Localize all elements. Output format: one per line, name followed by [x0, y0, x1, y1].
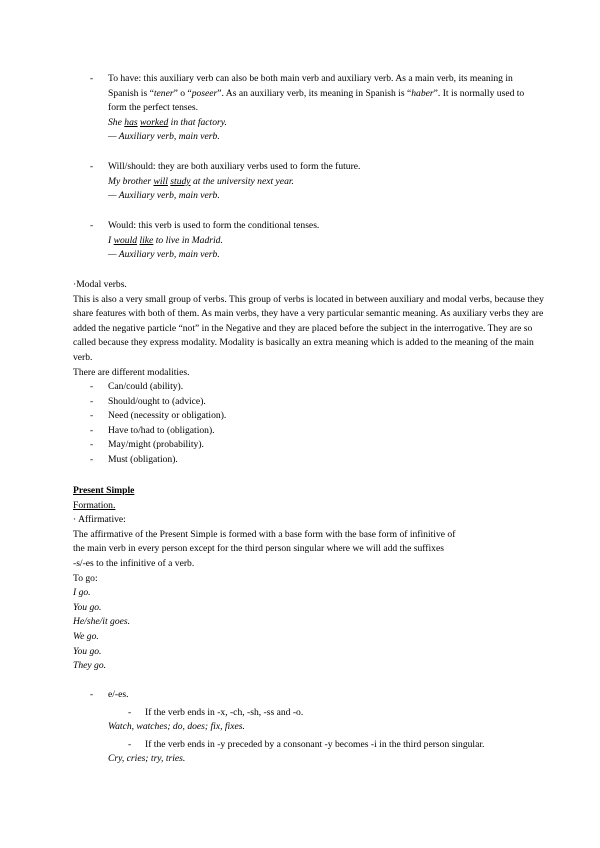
sub-list-item: - If the verb ends in -x, -ch, -sh, -ss and -o. — [128, 706, 304, 718]
conjugation-line: He/she/it goes. — [73, 616, 131, 628]
section-heading: ·Modal verbs. — [73, 279, 127, 290]
list-item: - May/might (probability). — [90, 439, 204, 451]
list-item-text: Will/should: they are both auxiliary verbs used to form the future. — [108, 161, 361, 172]
modal-paragraph: This is also a very small group of verbs. This group of verbs is located in between auxiliary and modal verbs, because they share features with both of them. As main verbs, they have a very particular semantic meaning. As auxiliary verbs they are added the negative particle “not” in the Negative and they are placed before the subject in the interrogative. They are so called because they express modality. Modality is basically an extra meaning which is added to the meaning of the main verb. — [73, 293, 544, 363]
examples-line: Cry, cries; try, tries. — [108, 753, 186, 765]
conjugation-line: You go. — [73, 645, 102, 657]
list-dash: - — [90, 220, 94, 231]
to-go-label: To go: — [73, 572, 98, 584]
list-dash: - — [90, 161, 94, 172]
suffix-list — [0, 688, 540, 767]
subsection-affirmative: · Affirmative: — [73, 514, 126, 526]
sub-list-item: - If the verb ends in -y preceded by a consonant -y becomes -i in the third person singular. — [128, 738, 485, 750]
list-dash: - — [90, 73, 94, 84]
modal-intro: There are different modalities. — [73, 366, 190, 378]
formation-paragraph-line: The affirmative of the Present Simple is formed with a base form with the base form of infinitive of — [73, 528, 456, 540]
modalities-list — [0, 380, 540, 468]
conjugation-line: I go. — [73, 587, 91, 599]
example-sentence: My brother will study at the university next year. — [108, 175, 294, 187]
list-item-text: Would: this verb is used to form the conditional tenses. — [108, 220, 320, 231]
list-item-text: To have: this auxiliary verb can also be both main verb and auxiliary verb. As a main verb, its meaning in Spanish is “tener” o “poseer”. As an auxiliary verb, its meaning in Spanish is “haber”. It is normally used to form the perfect tenses. — [108, 73, 525, 114]
aux-item-have — [0, 72, 540, 145]
list-item: - Should/ought to (advice). — [90, 395, 206, 407]
example-note: — Auxiliary verb, main verb. — [108, 190, 220, 202]
conjugation-line: They go. — [73, 660, 107, 672]
subsection-formation: Formation. — [73, 499, 116, 511]
examples-line: Watch, watches; do, does; fix, fixes. — [108, 721, 245, 733]
formation-paragraph-line: -s/-es to the infinitive of a verb. — [73, 557, 195, 569]
formation-paragraph-line: the main verb in every person except for the third person singular where we will add the suffixes — [73, 543, 444, 555]
example-note: — Auxiliary verb, main verb. — [108, 249, 220, 261]
example-note: — Auxiliary verb, main verb. — [108, 131, 220, 143]
aux-item-would — [0, 219, 540, 263]
list-item: - Must (obligation). — [90, 453, 178, 465]
list-item: - Have to/had to (obligation). — [90, 424, 215, 436]
section-title: Present Simple — [73, 485, 135, 496]
list-item: - e/-es. — [90, 689, 129, 700]
example-sentence: She has worked in that factory. — [108, 116, 227, 128]
modal-section — [73, 278, 545, 380]
present-simple-section — [73, 484, 560, 674]
list-item: - Need (necessity or obligation). — [90, 410, 227, 422]
aux-item-will — [0, 160, 540, 204]
conjugation-line: We go. — [73, 630, 99, 642]
list-item: - Can/could (ability). — [90, 381, 184, 392]
conjugation-line: You go. — [73, 601, 102, 613]
example-sentence: I would like to live in Madrid. — [108, 234, 223, 246]
